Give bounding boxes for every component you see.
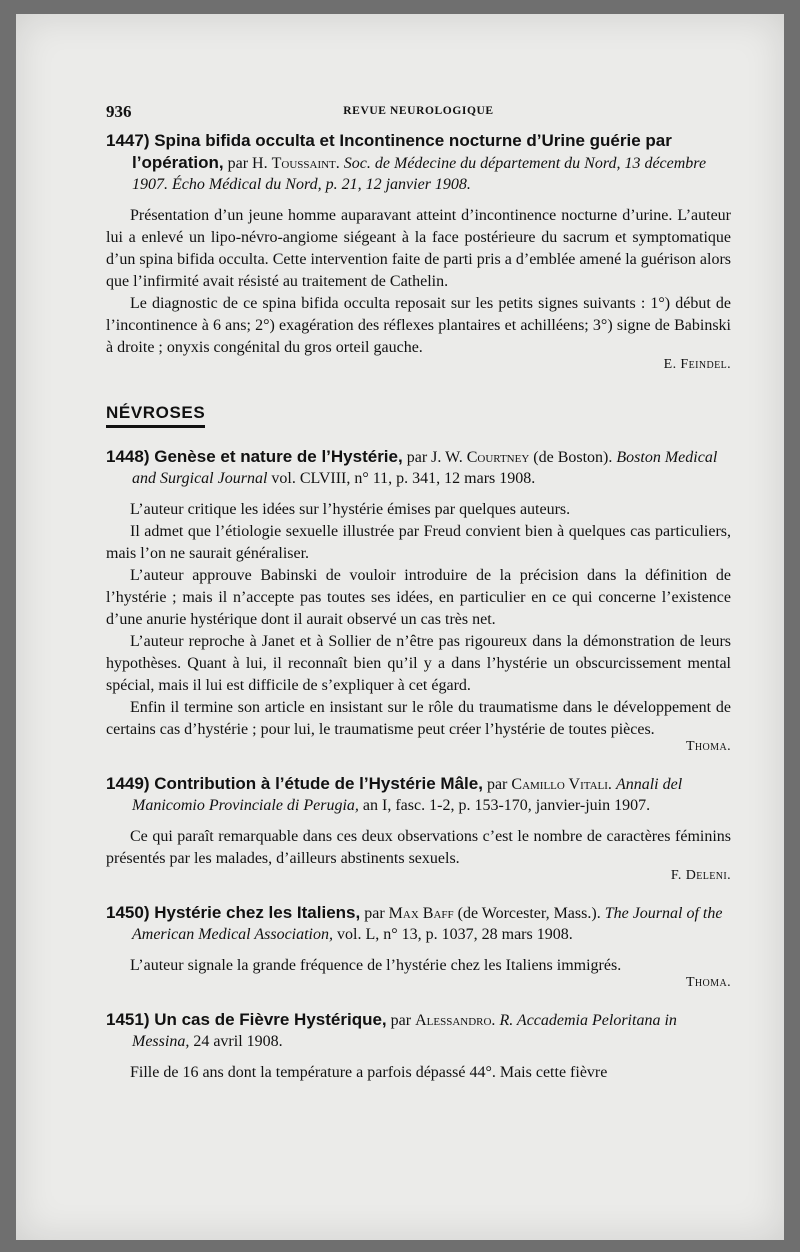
entry-heading (106, 902, 731, 945)
signature: E. Feindel. (663, 357, 731, 372)
source-citation: Soc. de Médecine du département du Nord, 13 décembre 1907. Écho Médical du Nord, p. 21, 12 janvier 1908. (132, 155, 707, 193)
signature: Thoma. (685, 975, 731, 990)
entry-number: 1448) (106, 447, 150, 466)
paragraph: L’auteur critique les idées sur l’hystérie émises par quelques auteurs. (130, 501, 571, 518)
signature: Thoma. (685, 739, 731, 754)
source-citation: The Journal of the American Medical Association, (132, 905, 723, 943)
entry-number: 1449) (106, 774, 150, 793)
entry-1451 (106, 1009, 731, 1084)
author-suffix: (de Worcester, Mass.). (457, 905, 601, 922)
source-citation: R. Accademia Peloritana in Messina, (132, 1012, 677, 1050)
page-number: 936 (106, 102, 132, 121)
source-citation: Boston Medical and Surgical Journal (132, 449, 718, 487)
entry-title: Contribution à l’étude de l’Hystérie Mâle, (154, 774, 483, 793)
author-prefix: par (364, 905, 385, 922)
author-name: Courtney (466, 449, 530, 466)
page (16, 14, 784, 1240)
entry-title: Spina bifida occulta et Incontinence nocturne d’Urine guérie par l’opération, (132, 131, 672, 172)
source-details: vol. CLVIII, n° 11, p. 341, 12 mars 1908. (271, 470, 536, 487)
entry-title: Hystérie chez les Italiens, (154, 903, 361, 922)
signature: F. Deleni. (670, 868, 731, 883)
author-name: Max Baff (388, 905, 454, 922)
entry-number: 1450) (106, 903, 150, 922)
section-title: NÉVROSES (106, 403, 205, 428)
page-content (106, 102, 731, 1084)
author-suffix: (de Boston). (533, 449, 613, 466)
entry-heading (106, 1009, 731, 1052)
entry-heading (106, 130, 731, 195)
paragraph: L’auteur approuve Babinski de vouloir introduire de la précision dans la définition de l’hystérie ; mais il n’accepte pas toutes ses idées, en particulier en ce qui concerne l’existence d’une anurie hystérique dont il aurait observé un cas très net. (106, 567, 731, 628)
paragraph: Présentation d’un jeune homme auparavant atteint d’incontinence nocturne d’urine. L’auteur lui a enlevé un lipo-névro-angiome siégeant à la face postérieure du sacrum et symptomatique d’un spina bifida occulta. Cette intervention faite de parti pris a d’emblée amené la guérison alors que l’infirmité avait résisté au traitement de Cathelin. (106, 207, 731, 290)
author-prefix: par (486, 776, 508, 793)
paragraph: Enfin il termine son article en insistant sur le rôle du traumatisme dans le développement de certains cas d’hystérie ; pour lui, le traumatisme peut créer l’hystérie de toutes pièces. (106, 699, 731, 738)
source-details: 24 avril 1908. (193, 1033, 283, 1050)
paragraph: Fille de 16 ans dont la température a parfois dépassé 44°. Mais cette fièvre (130, 1064, 608, 1081)
entry-1450 (106, 902, 731, 991)
author-name: Camillo Vitali. (511, 776, 612, 793)
paragraph: L’auteur reproche à Janet et à Sollier de n’être pas rigoureux dans la démonstration de leurs hypothèses. Quant à lui, il reconnaît bien qu’il y a dans l’hystérie un obscurcissement mental spécial, mais il lui est difficile de s’expliquer à cet égard. (106, 633, 731, 694)
paragraph: Ce qui paraît remarquable dans ces deux observations c’est le nombre de caractères féminins présentés par les malades, d’ailleurs abstinents sexuels. (106, 828, 731, 867)
author-prefix: par (390, 1012, 412, 1029)
entry-heading (106, 446, 731, 489)
entry-1448 (106, 446, 731, 755)
entry-number: 1451) (106, 1010, 150, 1029)
author-prefix: par H. (227, 155, 268, 172)
source-details: vol. L, n° 13, p. 1037, 28 mars 1908. (337, 926, 573, 943)
paragraph: Il admet que l’étiologie sexuelle illustrée par Freud convient bien à quelques cas particuliers, mais l’on ne saurait généraliser. (106, 523, 731, 562)
entry-number: 1447) (106, 131, 150, 150)
page-header (106, 102, 731, 130)
running-title: REVUE NEUROLOGIQUE (343, 105, 494, 117)
paragraph: Le diagnostic de ce spina bifida occulta reposait sur les petits signes suivants : 1°) début de l’incontinence à 6 ans; 2°) exagération des réflexes plantaires et achilléens; 3°) signe de Babinski à droite ; onyxis congénital du gros orteil gauche. (106, 295, 731, 356)
entry-title: Genèse et nature de l’Hystérie, (154, 447, 403, 466)
author-name: Toussaint. (271, 155, 340, 172)
source-citation: Annali del Manicomio Provinciale di Perugia, (132, 776, 683, 814)
source-details: an I, fasc. 1-2, p. 153-170, janvier-juin 1907. (362, 797, 651, 814)
entry-heading (106, 773, 731, 816)
paragraph: L’auteur signale la grande fréquence de l’hystérie chez les Italiens immigrés. (130, 957, 622, 974)
author-prefix: par J. W. (406, 449, 463, 466)
author-name: Alessandro. (415, 1012, 496, 1029)
entry-1447 (106, 130, 731, 373)
entry-1449 (106, 773, 731, 884)
entry-title: Un cas de Fièvre Hystérique, (154, 1010, 387, 1029)
